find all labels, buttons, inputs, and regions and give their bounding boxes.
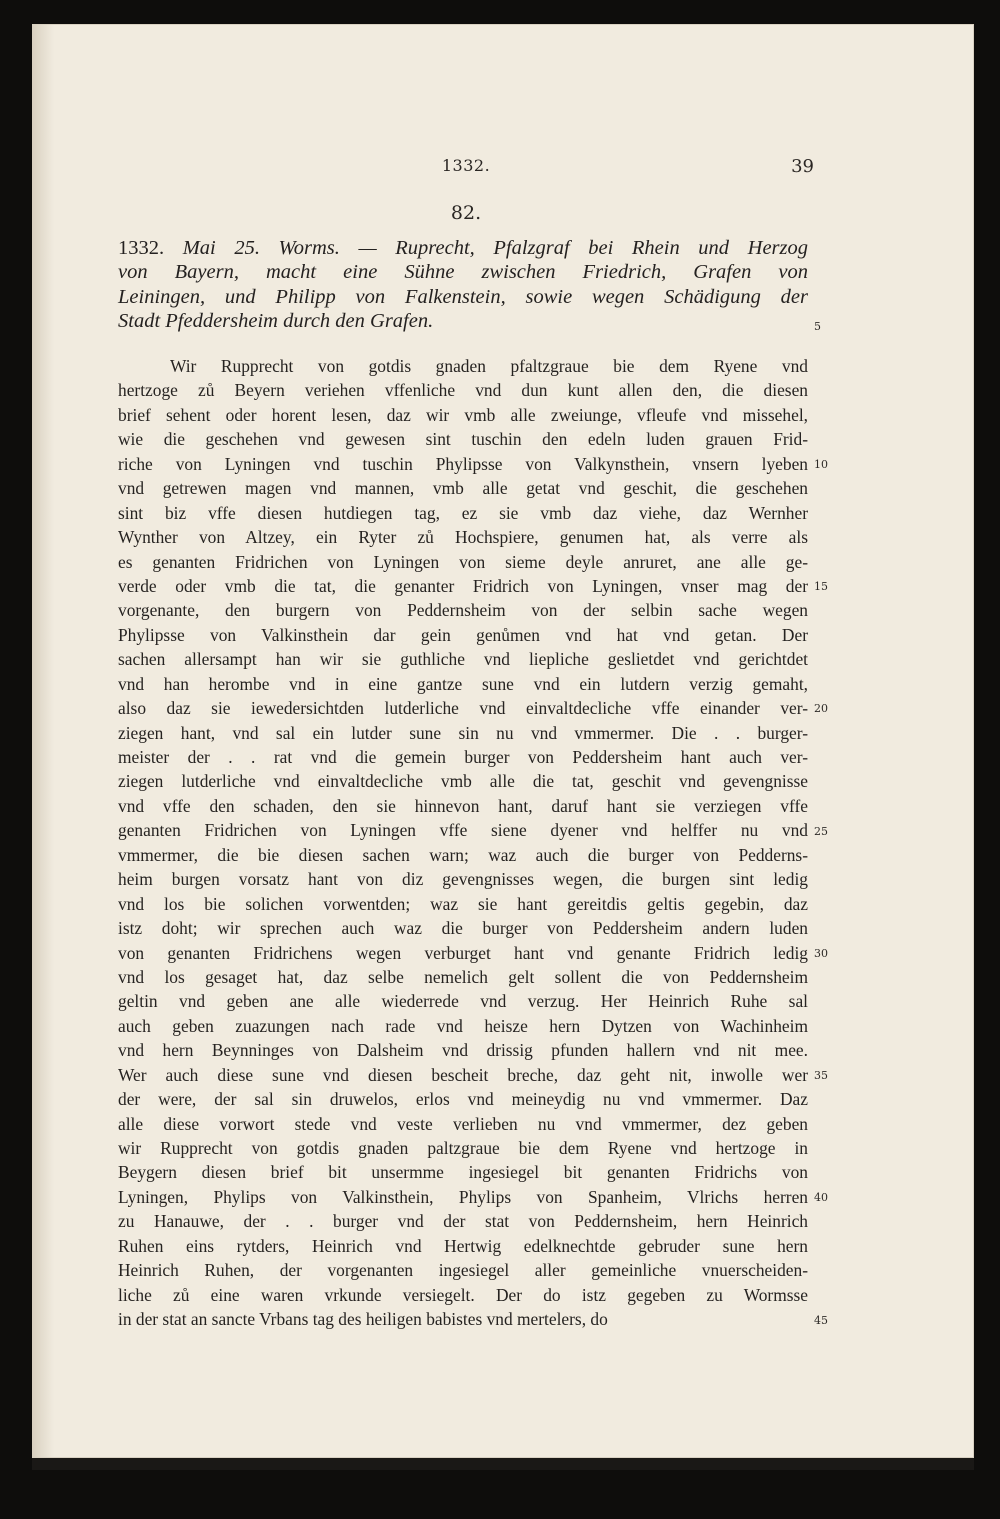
text-line: vmmermer, die bie diesen sachen warn; waz auch die burger von Pedderns- bbox=[118, 844, 808, 865]
line-number: 5 bbox=[814, 320, 821, 333]
text-line: vnd vffe den schaden, den sie hinnevon hant, daruf hant sie verziegen vffe bbox=[118, 795, 808, 816]
document-number: 82. bbox=[450, 202, 482, 224]
text-line: wie die geschehen vnd gewesen sint tuschin den edeln luden grauen Frid- bbox=[118, 429, 808, 450]
text-line: zu Hanauwe, der . . burger vnd der stat von Peddernsheim, hern Heinrich bbox=[118, 1211, 808, 1232]
regest-text: Mai 25. Worms. — Ruprecht, Pfalzgraf bei Rhein und Herzog bbox=[182, 237, 809, 259]
text-line: istz doht; wir sprechen auch waz die burger von Peddersheim andern luden bbox=[118, 918, 808, 939]
line-number: 10 bbox=[814, 457, 828, 471]
running-header-year: 1332. bbox=[441, 156, 491, 175]
text-line: vnd han herombe vnd in eine gantze sune vnd ein lutdern verzig gemaht, bbox=[118, 673, 808, 694]
regest-line: von Bayern, macht eine Sühne zwischen Friedrich, Grafen von bbox=[118, 261, 808, 284]
text-line: also daz sie iewedersichtden lutderliche vnd einvaltdecliche vffe einander ver- bbox=[118, 698, 808, 719]
page-bottom-edge bbox=[32, 1458, 974, 1470]
text-line: vnd los gesaget hat, daz selbe nemelich gelt sollent die von Peddernsheim bbox=[118, 966, 808, 987]
text-line: Beygern diesen brief bit unsermme ingesiegel bit genanten Fridrichs von bbox=[118, 1162, 808, 1183]
line-number: 25 bbox=[814, 824, 828, 838]
regest-line bbox=[118, 236, 808, 260]
text-line: vnd los bie solichen vorwentden; waz sie hant gereitdis geltis gegebin, daz bbox=[118, 893, 808, 914]
text-line: heim burgen vorsatz hant von diz gevengnisses wegen, die burgen sint ledig bbox=[118, 869, 808, 890]
text-line: in der stat an sancte Vrbans tag des heiligen babistes vnd mertelers, do bbox=[118, 1309, 608, 1330]
text-line: Lyningen, Phylips von Valkinsthein, Phylips von Spanheim, Vlrichs herren bbox=[118, 1186, 808, 1207]
text-line: Heinrich Ruhen, der vorgenanten ingesiegel aller gemeinliche vnuerscheiden- bbox=[118, 1260, 808, 1281]
text-line: Ruhen eins rytders, Heinrich vnd Hertwig edelknechtde gebruder sune hern bbox=[118, 1235, 808, 1256]
text-line: vnd getrewen magen vnd mannen, vmb alle getat vnd geschit, die geschehen bbox=[118, 478, 808, 499]
text-line: Wir Rupprecht von gotdis gnaden pfaltzgraue bie dem Ryene vnd bbox=[170, 356, 808, 376]
line-number: 40 bbox=[814, 1191, 828, 1205]
regest-line: Leiningen, und Philipp von Falkenstein, sowie wegen Schädigung der bbox=[118, 285, 808, 308]
text-line: alle diese vorwort stede vnd veste verlieben nu vnd vmmermer, dez geben bbox=[118, 1113, 808, 1134]
text-line: liche zů eine waren vrkunde versiegelt. Der do istz gegeben zu Wormsse bbox=[118, 1284, 808, 1305]
line-number: 45 bbox=[814, 1313, 828, 1327]
text-line: hertzoge zů Beyern veriehen vffenliche vnd dun kunt allen den, die diesen bbox=[118, 380, 808, 401]
text-line: ziegen lutderliche vnd einvaltdecliche vmb alle die tat, geschit vnd gevengnisse bbox=[118, 771, 808, 792]
text-line: sachen allersampt han wir sie guthliche vnd liepliche geslietdet vnd gerichtdet bbox=[118, 649, 808, 670]
text-line: von genanten Fridrichens wegen verburget hant vnd genante Fridrich ledig bbox=[118, 942, 808, 963]
regest-line: Stadt Pfeddersheim durch den Grafen. bbox=[118, 310, 434, 333]
text-line: geltin vnd geben ane alle wiederrede vnd verzug. Her Heinrich Ruhe sal bbox=[118, 991, 808, 1012]
text-line: vnd hern Beynninges von Dalsheim vnd drissig pfunden hallern vnd nit mee. bbox=[118, 1040, 808, 1061]
text-line: wir Rupprecht von gotdis gnaden paltzgraue bie dem Ryene vnd hertzoge in bbox=[118, 1138, 808, 1158]
gutter-shadow bbox=[32, 24, 54, 1458]
text-line: ziegen hant, vnd sal ein lutder sune sin nu vnd vmmermer. Die . . burger- bbox=[118, 722, 808, 743]
regest-heading bbox=[118, 236, 808, 334]
text-line: auch geben zuazungen nach rade vnd heisze hern Dytzen von Wachinheim bbox=[118, 1015, 808, 1036]
text-line: brief sehent oder horent lesen, daz wir vmb alle zweiunge, vfleufe vnd missehel, bbox=[118, 404, 808, 425]
book-page bbox=[32, 24, 974, 1458]
text-line: verde oder vmb die tat, die genanter Fridrich von Lyningen, vnser mag der bbox=[118, 575, 808, 596]
text-line: Phylipsse von Valkinsthein dar gein genůmen vnd hat vnd getan. Der bbox=[118, 624, 808, 645]
regest-date: 1332. bbox=[118, 237, 165, 259]
text-line: es genanten Fridrichen von Lyningen von sieme deyle anruret, ane alle ge- bbox=[118, 551, 808, 572]
text-line: genanten Fridrichen von Lyningen vffe siene dyener vnd helffer nu vnd bbox=[118, 820, 808, 841]
text-line: sint biz vffe diesen hutdiegen tag, ez sie vmb daz viehe, daz Wernher bbox=[118, 502, 808, 523]
charter-text bbox=[118, 354, 808, 1332]
line-number-margin bbox=[814, 24, 844, 1424]
text-line: vorgenante, den burgern von Peddernsheim von der selbin sache wegen bbox=[118, 600, 808, 621]
text-line: meister der . . rat vnd die gemein burger von Peddersheim hant auch ver- bbox=[118, 747, 808, 767]
text-line: der were, der sal sin druwelos, erlos vnd meineydig nu vnd vmmermer. Daz bbox=[118, 1089, 808, 1110]
page-number: 39 bbox=[791, 156, 814, 177]
text-line: Wer auch diese sune vnd diesen bescheit breche, daz geht nit, inwolle wer bbox=[118, 1064, 808, 1085]
line-number: 30 bbox=[814, 946, 828, 960]
line-number: 15 bbox=[814, 580, 828, 594]
line-number: 35 bbox=[814, 1069, 828, 1083]
text-line: riche von Lyningen vnd tuschin Phylipsse von Valkynsthein, vnsern lyeben bbox=[118, 453, 808, 474]
line-number: 20 bbox=[814, 702, 828, 716]
text-line: Wynther von Altzey, ein Ryter zů Hochspiere, genumen hat, als verre als bbox=[118, 527, 808, 548]
